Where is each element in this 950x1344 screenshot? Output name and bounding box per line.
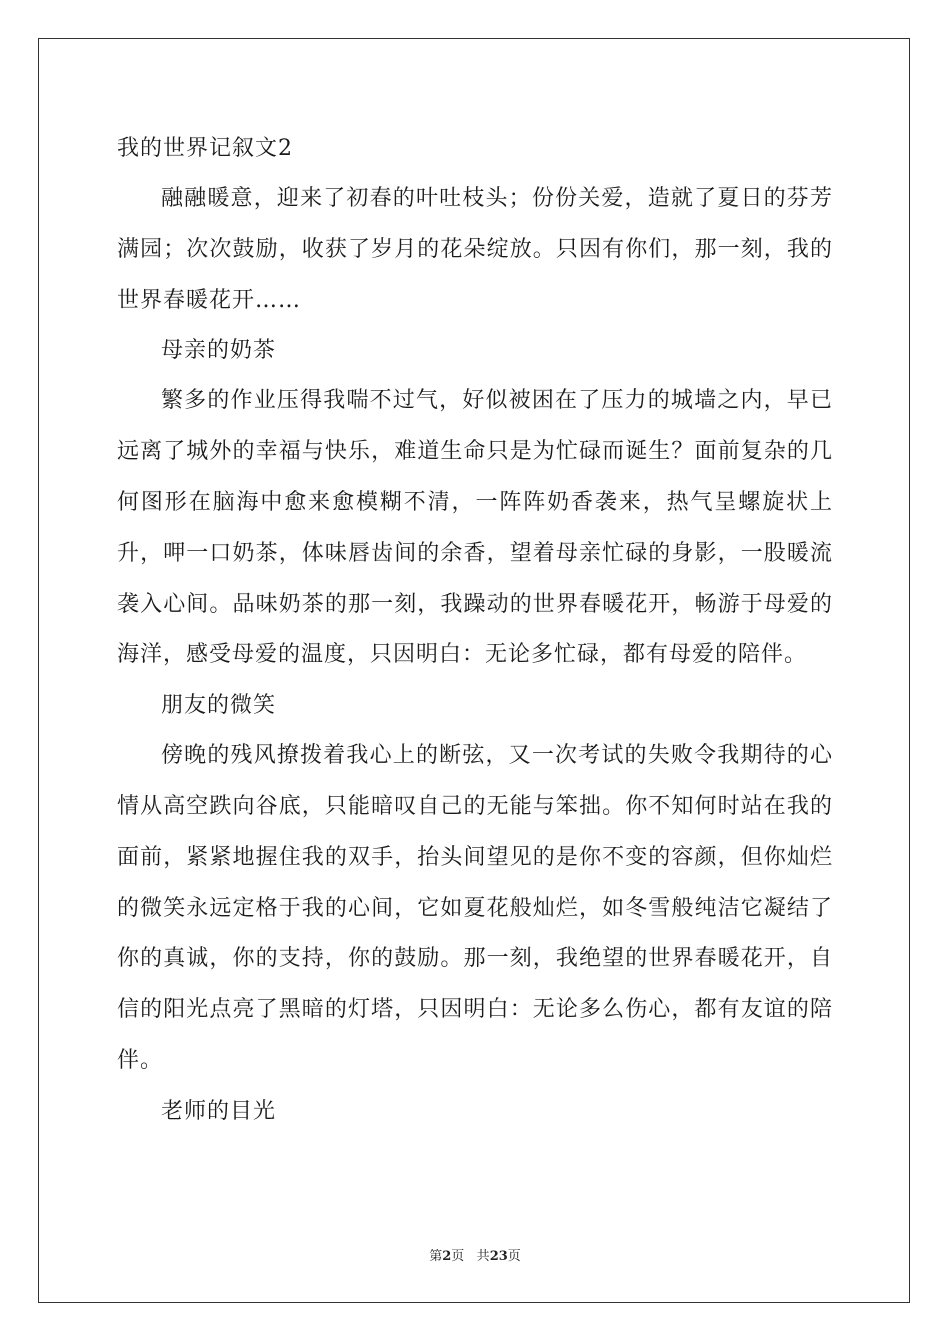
footer-page-prefix: 第	[429, 1249, 443, 1264]
section-paragraph-mother: 繁多的作业压得我喘不过气，好似被困在了压力的城墙之内，早已远离了城外的幸福与快乐，难道生命只是为忙碌而诞生？面前复杂的几何图形在脑海中愈来愈模糊不清，一阵阵奶香袭来，热气呈螺旋状上升，呷一口奶茶，体味唇齿间的余香，望着母亲忙碌的身影，一股暖流袭入心间。品味奶茶的那一刻，我躁动的世界春暖花开，畅游于母爱的海洋，感受母爱的温度，只因明白：无论多忙碌，都有母爱的陪伴。	[117, 388, 833, 668]
footer-total-prefix: 共	[476, 1249, 490, 1264]
section-heading-teacher: 老师的目光	[161, 1098, 277, 1124]
footer-page-suffix: 页	[451, 1249, 465, 1264]
footer-total-suffix: 页	[507, 1249, 521, 1264]
section-heading-mother: 母亲的奶茶	[161, 338, 277, 364]
document-title: 我的世界记叙文2	[117, 136, 293, 161]
footer-total-pages: 23	[489, 1249, 508, 1264]
footer-page-number: 2	[442, 1249, 452, 1264]
intro-paragraph: 融融暖意，迎来了初春的叶吐枝头；份份关爱，造就了夏日的芬芳满园；次次鼓励，收获了岁月的花朵绽放。只因有你们，那一刻，我的世界春暖花开……	[117, 186, 833, 313]
section-heading-friend: 朋友的微笑	[161, 693, 277, 719]
section-paragraph-friend: 傍晚的残风撩拨着我心上的断弦，又一次考试的失败令我期待的心情从高空跌向谷底，只能暗叹自己的无能与笨拙。你不知何时站在我的面前，紧紧地握住我的双手，抬头间望见的是你不变的容颜，但你灿烂的微笑永远定格于我的心间，它如夏花般灿烂，如冬雪般纯洁它凝结了你的真诚，你的支持，你的鼓励。那一刻，我绝望的世界春暖花开，自信的阳光点亮了黑暗的灯塔，只因明白：无论多么伤心，都有友谊的陪伴。	[117, 743, 833, 1073]
page-footer	[0, 1245, 950, 1264]
document-body	[117, 124, 833, 1137]
